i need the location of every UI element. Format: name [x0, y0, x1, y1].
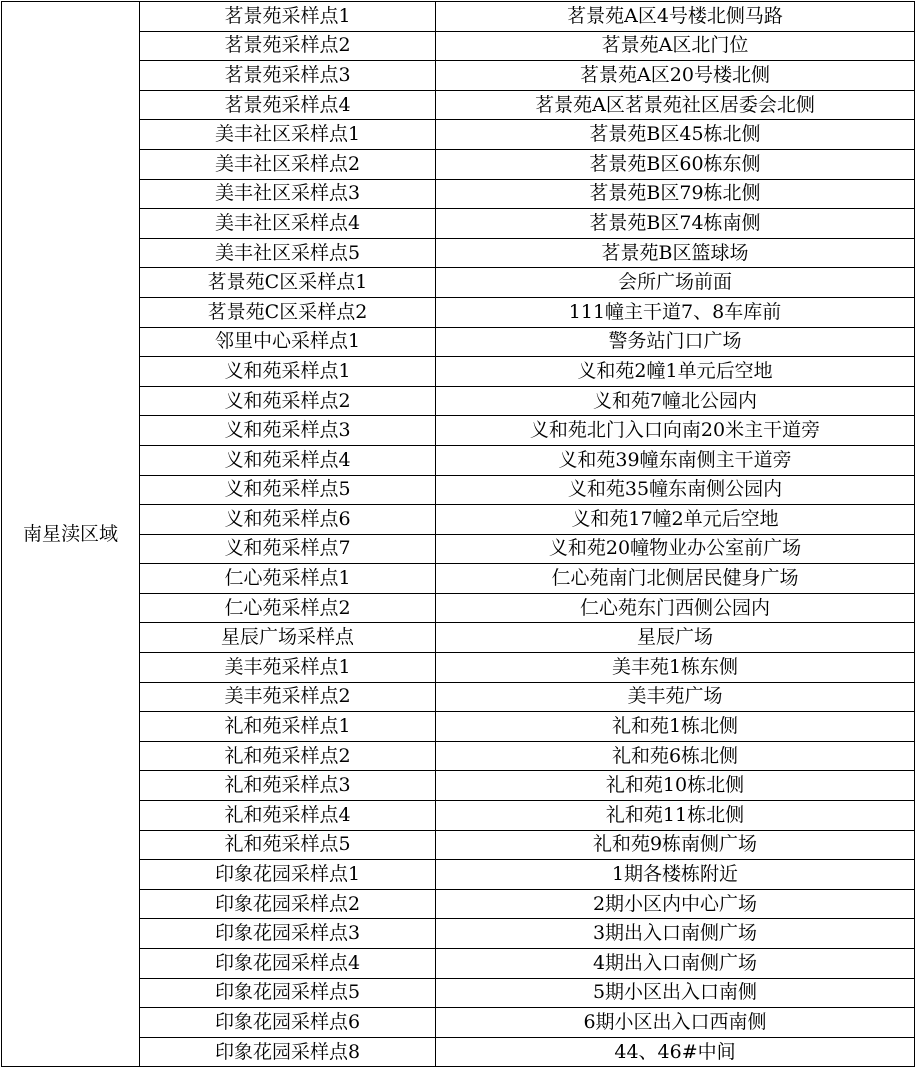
sampling-point-location-cell: 5期小区出入口南侧: [436, 978, 915, 1008]
sampling-point-name-cell: 印象花园采样点8: [140, 1037, 436, 1067]
sampling-point-name-cell: 礼和苑采样点2: [140, 741, 436, 771]
sampling-point-location-cell: 义和苑17幢2单元后空地: [436, 505, 915, 535]
sampling-point-location-cell: 茗景苑B区74栋南侧: [436, 209, 915, 239]
sampling-point-name-cell: 印象花园采样点4: [140, 949, 436, 979]
region-cell: 南星渎区域: [2, 2, 140, 1067]
sampling-point-location-cell: 会所广场前面: [436, 268, 915, 298]
sampling-point-name-cell: 印象花园采样点1: [140, 860, 436, 890]
sampling-point-name-cell: 美丰社区采样点1: [140, 120, 436, 150]
sampling-point-location-cell: 警务站门口广场: [436, 327, 915, 357]
sampling-point-name-cell: 茗景苑采样点1: [140, 2, 436, 32]
sampling-point-name-cell: 茗景苑采样点4: [140, 90, 436, 120]
sampling-point-name-cell: 礼和苑采样点5: [140, 830, 436, 860]
sampling-point-location-cell: 仁心苑东门西侧公园内: [436, 593, 915, 623]
sampling-point-location-cell: 茗景苑B区篮球场: [436, 238, 915, 268]
sampling-point-location-cell: 茗景苑B区60栋东侧: [436, 149, 915, 179]
sampling-point-name-cell: 美丰苑采样点1: [140, 653, 436, 683]
sampling-point-name-cell: 义和苑采样点3: [140, 416, 436, 446]
sampling-point-name-cell: 义和苑采样点7: [140, 534, 436, 564]
sampling-point-name-cell: 礼和苑采样点4: [140, 801, 436, 831]
sampling-point-name-cell: 印象花园采样点6: [140, 1008, 436, 1038]
sampling-point-location-cell: 礼和苑1栋北侧: [436, 712, 915, 742]
table-row: [2, 2, 915, 32]
sampling-point-location-cell: 44、46#中间: [436, 1037, 915, 1067]
sampling-point-name-cell: 星辰广场采样点: [140, 623, 436, 653]
sampling-point-location-cell: 美丰苑1栋东侧: [436, 653, 915, 683]
sampling-point-name-cell: 茗景苑采样点2: [140, 31, 436, 61]
sampling-point-name-cell: 义和苑采样点1: [140, 357, 436, 387]
sampling-point-name-cell: 礼和苑采样点1: [140, 712, 436, 742]
sampling-point-location-cell: 茗景苑A区北门位: [436, 31, 915, 61]
sampling-point-location-cell: 1期各楼栋附近: [436, 860, 915, 890]
sampling-point-name-cell: 义和苑采样点2: [140, 386, 436, 416]
sampling-point-location-cell: 义和苑北门入口向南20米主干道旁: [436, 416, 915, 446]
sampling-point-location-cell: 美丰苑广场: [436, 682, 915, 712]
sampling-point-location-cell: 茗景苑A区茗景苑社区居委会北侧: [436, 90, 915, 120]
sampling-point-location-cell: 礼和苑9栋南侧广场: [436, 830, 915, 860]
sampling-point-name-cell: 印象花园采样点2: [140, 889, 436, 919]
table-body: [2, 2, 915, 1067]
sampling-point-location-cell: 茗景苑A区4号楼北侧马路: [436, 2, 915, 32]
sampling-point-name-cell: 义和苑采样点5: [140, 475, 436, 505]
sampling-point-name-cell: 美丰社区采样点2: [140, 149, 436, 179]
sampling-point-name-cell: 礼和苑采样点3: [140, 771, 436, 801]
sampling-point-name-cell: 仁心苑采样点1: [140, 564, 436, 594]
sampling-point-location-cell: 义和苑20幢物业办公室前广场: [436, 534, 915, 564]
sampling-point-name-cell: 印象花园采样点5: [140, 978, 436, 1008]
sampling-point-name-cell: 茗景苑采样点3: [140, 61, 436, 91]
sampling-point-location-cell: 义和苑35幢东南侧公园内: [436, 475, 915, 505]
sampling-point-location-cell: 茗景苑B区45栋北侧: [436, 120, 915, 150]
sampling-point-location-cell: 义和苑39幢东南侧主干道旁: [436, 445, 915, 475]
sampling-point-name-cell: 美丰社区采样点4: [140, 209, 436, 239]
sampling-point-location-cell: 111幢主干道7、8车库前: [436, 297, 915, 327]
sampling-point-location-cell: 礼和苑10栋北侧: [436, 771, 915, 801]
sampling-point-name-cell: 印象花园采样点3: [140, 919, 436, 949]
sampling-point-location-cell: 礼和苑6栋北侧: [436, 741, 915, 771]
sampling-point-location-cell: 6期小区出入口西南侧: [436, 1008, 915, 1038]
sampling-point-name-cell: 美丰社区采样点5: [140, 238, 436, 268]
sampling-point-location-cell: 仁心苑南门北侧居民健身广场: [436, 564, 915, 594]
sampling-point-location-cell: 星辰广场: [436, 623, 915, 653]
sampling-point-name-cell: 义和苑采样点4: [140, 445, 436, 475]
sampling-points-table: [1, 1, 915, 1067]
sampling-point-location-cell: 3期出入口南侧广场: [436, 919, 915, 949]
sampling-point-location-cell: 2期小区内中心广场: [436, 889, 915, 919]
sampling-point-name-cell: 茗景苑C区采样点1: [140, 268, 436, 298]
sampling-point-location-cell: 义和苑7幢北公园内: [436, 386, 915, 416]
sampling-point-name-cell: 仁心苑采样点2: [140, 593, 436, 623]
sampling-point-name-cell: 义和苑采样点6: [140, 505, 436, 535]
sampling-point-location-cell: 茗景苑A区20号楼北侧: [436, 61, 915, 91]
sampling-point-name-cell: 茗景苑C区采样点2: [140, 297, 436, 327]
sampling-point-name-cell: 美丰社区采样点3: [140, 179, 436, 209]
sampling-point-location-cell: 礼和苑11栋北侧: [436, 801, 915, 831]
sampling-point-location-cell: 4期出入口南侧广场: [436, 949, 915, 979]
sampling-point-name-cell: 美丰苑采样点2: [140, 682, 436, 712]
sampling-point-location-cell: 义和苑2幢1单元后空地: [436, 357, 915, 387]
sampling-point-location-cell: 茗景苑B区79栋北侧: [436, 179, 915, 209]
sampling-point-name-cell: 邻里中心采样点1: [140, 327, 436, 357]
